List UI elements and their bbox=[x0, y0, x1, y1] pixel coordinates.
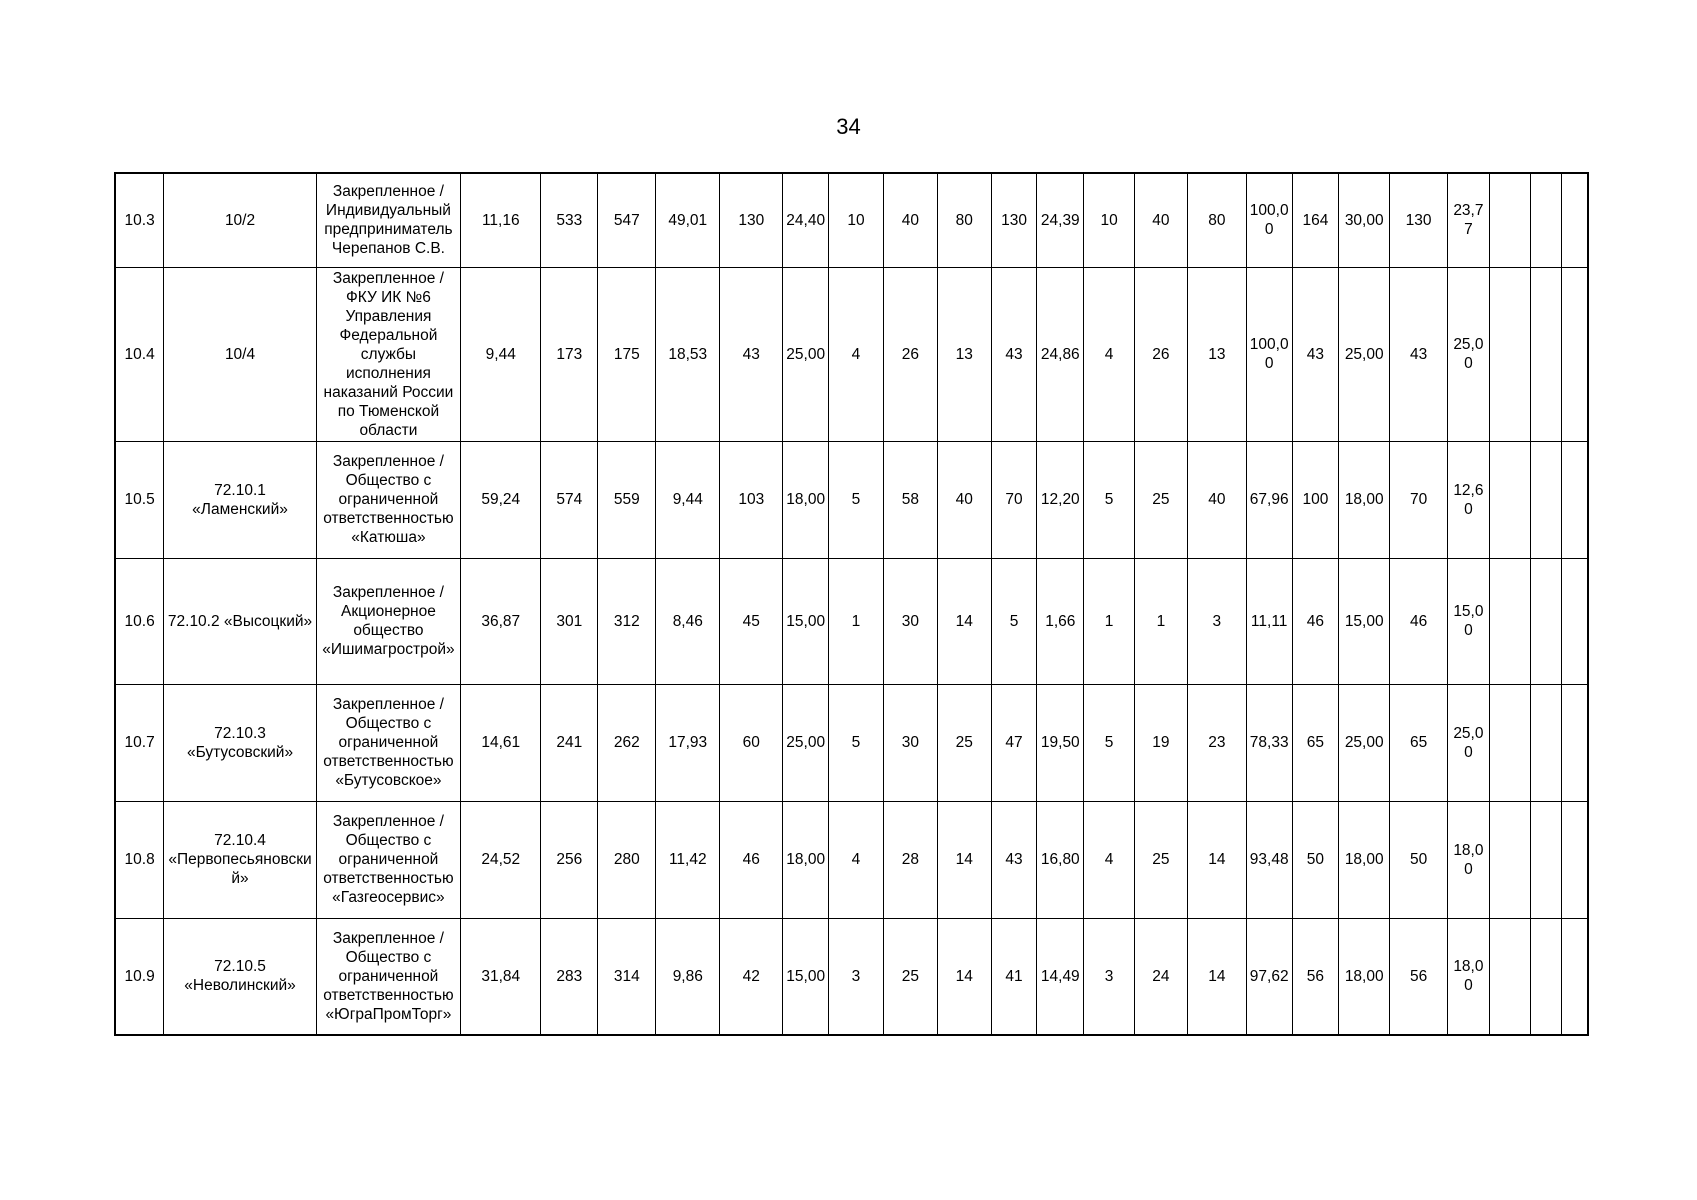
table-row bbox=[115, 801, 1588, 918]
value-cell: 130 bbox=[991, 173, 1037, 267]
value-cell: 65 bbox=[1292, 684, 1339, 801]
area-name-cell: 10/2 bbox=[164, 173, 316, 267]
value-cell: 23,77 bbox=[1448, 173, 1490, 267]
value-cell: 18,00 bbox=[783, 441, 829, 558]
value-cell bbox=[1531, 684, 1561, 801]
value-cell: 262 bbox=[598, 684, 656, 801]
value-cell bbox=[1561, 918, 1588, 1035]
value-cell: 280 bbox=[598, 801, 656, 918]
value-cell: 130 bbox=[720, 173, 783, 267]
row-number-cell: 10.4 bbox=[115, 267, 164, 441]
value-cell bbox=[1489, 441, 1531, 558]
row-number-cell: 10.9 bbox=[115, 918, 164, 1035]
value-cell: 15,00 bbox=[1448, 558, 1490, 684]
value-cell: 43 bbox=[1390, 267, 1448, 441]
value-cell: 5 bbox=[829, 684, 884, 801]
row-number-cell: 10.7 bbox=[115, 684, 164, 801]
table-row bbox=[115, 267, 1588, 441]
value-cell: 47 bbox=[991, 684, 1037, 801]
value-cell: 18,00 bbox=[1339, 441, 1390, 558]
value-cell: 80 bbox=[1187, 173, 1246, 267]
value-cell: 24,39 bbox=[1037, 173, 1084, 267]
value-cell: 24,86 bbox=[1037, 267, 1084, 441]
value-cell: 5 bbox=[1084, 684, 1135, 801]
value-cell: 40 bbox=[1187, 441, 1246, 558]
value-cell: 46 bbox=[720, 801, 783, 918]
value-cell: 28 bbox=[883, 801, 937, 918]
value-cell bbox=[1531, 173, 1561, 267]
value-cell: 93,48 bbox=[1246, 801, 1292, 918]
value-cell: 65 bbox=[1390, 684, 1448, 801]
value-cell: 46 bbox=[1292, 558, 1339, 684]
value-cell: 17,93 bbox=[656, 684, 720, 801]
value-cell: 80 bbox=[937, 173, 991, 267]
value-cell: 1 bbox=[1135, 558, 1188, 684]
value-cell: 30,00 bbox=[1339, 173, 1390, 267]
value-cell: 9,44 bbox=[461, 267, 541, 441]
value-cell: 14 bbox=[1187, 801, 1246, 918]
value-cell: 547 bbox=[598, 173, 656, 267]
value-cell: 312 bbox=[598, 558, 656, 684]
value-cell bbox=[1531, 441, 1561, 558]
value-cell: 18,00 bbox=[1448, 801, 1490, 918]
value-cell: 173 bbox=[541, 267, 598, 441]
value-cell: 18,00 bbox=[1339, 918, 1390, 1035]
value-cell: 25,00 bbox=[1448, 267, 1490, 441]
owner-cell: Закрепленное / Общество с ограниченной ответственностью «Катюша» bbox=[316, 441, 460, 558]
value-cell: 97,62 bbox=[1246, 918, 1292, 1035]
value-cell: 12,60 bbox=[1448, 441, 1490, 558]
value-cell bbox=[1489, 801, 1531, 918]
value-cell: 175 bbox=[598, 267, 656, 441]
value-cell: 25 bbox=[1135, 801, 1188, 918]
value-cell: 24,52 bbox=[461, 801, 541, 918]
value-cell: 5 bbox=[991, 558, 1037, 684]
value-cell: 4 bbox=[829, 267, 884, 441]
value-cell bbox=[1561, 558, 1588, 684]
value-cell: 56 bbox=[1292, 918, 1339, 1035]
table-row bbox=[115, 173, 1588, 267]
value-cell: 8,46 bbox=[656, 558, 720, 684]
owner-cell: Закрепленное / Общество с ограниченной ответственностью «ЮграПромТорг» bbox=[316, 918, 460, 1035]
page-number: 34 bbox=[836, 114, 861, 139]
value-cell bbox=[1531, 801, 1561, 918]
value-cell: 14 bbox=[1187, 918, 1246, 1035]
value-cell: 40 bbox=[883, 173, 937, 267]
value-cell: 25,00 bbox=[1448, 684, 1490, 801]
owner-cell: Закрепленное / Акционерное общество «Ишимагрострой» bbox=[316, 558, 460, 684]
value-cell bbox=[1561, 173, 1588, 267]
owner-cell: Закрепленное / Общество с ограниченной ответственностью «Бутусовское» bbox=[316, 684, 460, 801]
value-cell: 41 bbox=[991, 918, 1037, 1035]
value-cell: 25 bbox=[937, 684, 991, 801]
value-cell: 56 bbox=[1390, 918, 1448, 1035]
table-row bbox=[115, 684, 1588, 801]
value-cell: 3 bbox=[829, 918, 884, 1035]
owner-cell: Закрепленное / Индивидуальный предприниматель Черепанов С.В. bbox=[316, 173, 460, 267]
value-cell: 314 bbox=[598, 918, 656, 1035]
value-cell: 67,96 bbox=[1246, 441, 1292, 558]
value-cell: 1 bbox=[829, 558, 884, 684]
value-cell: 36,87 bbox=[461, 558, 541, 684]
value-cell: 559 bbox=[598, 441, 656, 558]
value-cell bbox=[1561, 267, 1588, 441]
value-cell: 60 bbox=[720, 684, 783, 801]
value-cell: 13 bbox=[937, 267, 991, 441]
value-cell bbox=[1531, 558, 1561, 684]
value-cell: 40 bbox=[1135, 173, 1188, 267]
value-cell: 100 bbox=[1292, 441, 1339, 558]
value-cell: 4 bbox=[1084, 801, 1135, 918]
value-cell: 70 bbox=[1390, 441, 1448, 558]
value-cell: 11,11 bbox=[1246, 558, 1292, 684]
value-cell: 25,00 bbox=[1339, 684, 1390, 801]
value-cell: 256 bbox=[541, 801, 598, 918]
area-name-cell: 72.10.2 «Высоцкий» bbox=[164, 558, 316, 684]
value-cell: 12,20 bbox=[1037, 441, 1084, 558]
value-cell: 46 bbox=[1390, 558, 1448, 684]
value-cell: 11,42 bbox=[656, 801, 720, 918]
value-cell: 23 bbox=[1187, 684, 1246, 801]
value-cell: 15,00 bbox=[1339, 558, 1390, 684]
value-cell: 18,00 bbox=[1448, 918, 1490, 1035]
value-cell: 14 bbox=[937, 918, 991, 1035]
value-cell: 100,00 bbox=[1246, 267, 1292, 441]
value-cell: 574 bbox=[541, 441, 598, 558]
value-cell bbox=[1561, 684, 1588, 801]
value-cell: 15,00 bbox=[783, 918, 829, 1035]
value-cell: 9,86 bbox=[656, 918, 720, 1035]
value-cell: 58 bbox=[883, 441, 937, 558]
area-name-cell: 72.10.1 «Ламенский» bbox=[164, 441, 316, 558]
row-number-cell: 10.3 bbox=[115, 173, 164, 267]
value-cell: 42 bbox=[720, 918, 783, 1035]
row-number-cell: 10.8 bbox=[115, 801, 164, 918]
value-cell: 16,80 bbox=[1037, 801, 1084, 918]
value-cell: 50 bbox=[1390, 801, 1448, 918]
value-cell bbox=[1489, 267, 1531, 441]
value-cell: 25,00 bbox=[783, 684, 829, 801]
area-name-cell: 72.10.5 «Неволинский» bbox=[164, 918, 316, 1035]
value-cell bbox=[1561, 801, 1588, 918]
value-cell: 25,00 bbox=[783, 267, 829, 441]
value-cell: 78,33 bbox=[1246, 684, 1292, 801]
value-cell: 30 bbox=[883, 558, 937, 684]
value-cell: 3 bbox=[1187, 558, 1246, 684]
table-row bbox=[115, 918, 1588, 1035]
value-cell: 1 bbox=[1084, 558, 1135, 684]
value-cell: 40 bbox=[937, 441, 991, 558]
value-cell: 15,00 bbox=[783, 558, 829, 684]
value-cell bbox=[1561, 441, 1588, 558]
value-cell: 164 bbox=[1292, 173, 1339, 267]
value-cell: 26 bbox=[1135, 267, 1188, 441]
value-cell: 43 bbox=[1292, 267, 1339, 441]
table-row bbox=[115, 441, 1588, 558]
value-cell: 14,61 bbox=[461, 684, 541, 801]
owner-cell: Закрепленное / Общество с ограниченной ответственностью «Газгеосервис» bbox=[316, 801, 460, 918]
value-cell: 130 bbox=[1390, 173, 1448, 267]
area-name-cell: 72.10.3 «Бутусовский» bbox=[164, 684, 316, 801]
value-cell: 24 bbox=[1135, 918, 1188, 1035]
value-cell: 283 bbox=[541, 918, 598, 1035]
value-cell bbox=[1489, 918, 1531, 1035]
value-cell: 1,66 bbox=[1037, 558, 1084, 684]
value-cell: 9,44 bbox=[656, 441, 720, 558]
value-cell: 100,00 bbox=[1246, 173, 1292, 267]
value-cell: 30 bbox=[883, 684, 937, 801]
owner-cell: Закрепленное / ФКУ ИК №6 Управления Федеральной службы исполнения наказаний России по Тюменской области bbox=[316, 267, 460, 441]
value-cell: 45 bbox=[720, 558, 783, 684]
area-name-cell: 10/4 bbox=[164, 267, 316, 441]
value-cell: 14,49 bbox=[1037, 918, 1084, 1035]
value-cell: 18,00 bbox=[1339, 801, 1390, 918]
value-cell: 3 bbox=[1084, 918, 1135, 1035]
value-cell: 25 bbox=[883, 918, 937, 1035]
value-cell: 13 bbox=[1187, 267, 1246, 441]
value-cell: 5 bbox=[1084, 441, 1135, 558]
value-cell: 241 bbox=[541, 684, 598, 801]
value-cell: 49,01 bbox=[656, 173, 720, 267]
value-cell bbox=[1489, 558, 1531, 684]
value-cell: 301 bbox=[541, 558, 598, 684]
row-number-cell: 10.5 bbox=[115, 441, 164, 558]
value-cell: 43 bbox=[720, 267, 783, 441]
value-cell: 19 bbox=[1135, 684, 1188, 801]
value-cell: 26 bbox=[883, 267, 937, 441]
value-cell: 5 bbox=[829, 441, 884, 558]
value-cell: 11,16 bbox=[461, 173, 541, 267]
value-cell bbox=[1489, 173, 1531, 267]
value-cell: 18,53 bbox=[656, 267, 720, 441]
value-cell: 14 bbox=[937, 558, 991, 684]
area-name-cell: 72.10.4 «Первопесьяновский» bbox=[164, 801, 316, 918]
value-cell bbox=[1531, 267, 1561, 441]
value-cell: 43 bbox=[991, 267, 1037, 441]
value-cell: 24,40 bbox=[783, 173, 829, 267]
table-row bbox=[115, 558, 1588, 684]
value-cell: 533 bbox=[541, 173, 598, 267]
value-cell: 10 bbox=[829, 173, 884, 267]
value-cell: 10 bbox=[1084, 173, 1135, 267]
value-cell: 31,84 bbox=[461, 918, 541, 1035]
value-cell bbox=[1489, 684, 1531, 801]
value-cell: 4 bbox=[829, 801, 884, 918]
value-cell: 50 bbox=[1292, 801, 1339, 918]
value-cell: 43 bbox=[991, 801, 1037, 918]
value-cell: 19,50 bbox=[1037, 684, 1084, 801]
value-cell: 25,00 bbox=[1339, 267, 1390, 441]
value-cell: 4 bbox=[1084, 267, 1135, 441]
value-cell bbox=[1531, 918, 1561, 1035]
value-cell: 59,24 bbox=[461, 441, 541, 558]
row-number-cell: 10.6 bbox=[115, 558, 164, 684]
value-cell: 25 bbox=[1135, 441, 1188, 558]
value-cell: 70 bbox=[991, 441, 1037, 558]
value-cell: 18,00 bbox=[783, 801, 829, 918]
value-cell: 103 bbox=[720, 441, 783, 558]
data-table bbox=[114, 172, 1589, 1036]
value-cell: 14 bbox=[937, 801, 991, 918]
